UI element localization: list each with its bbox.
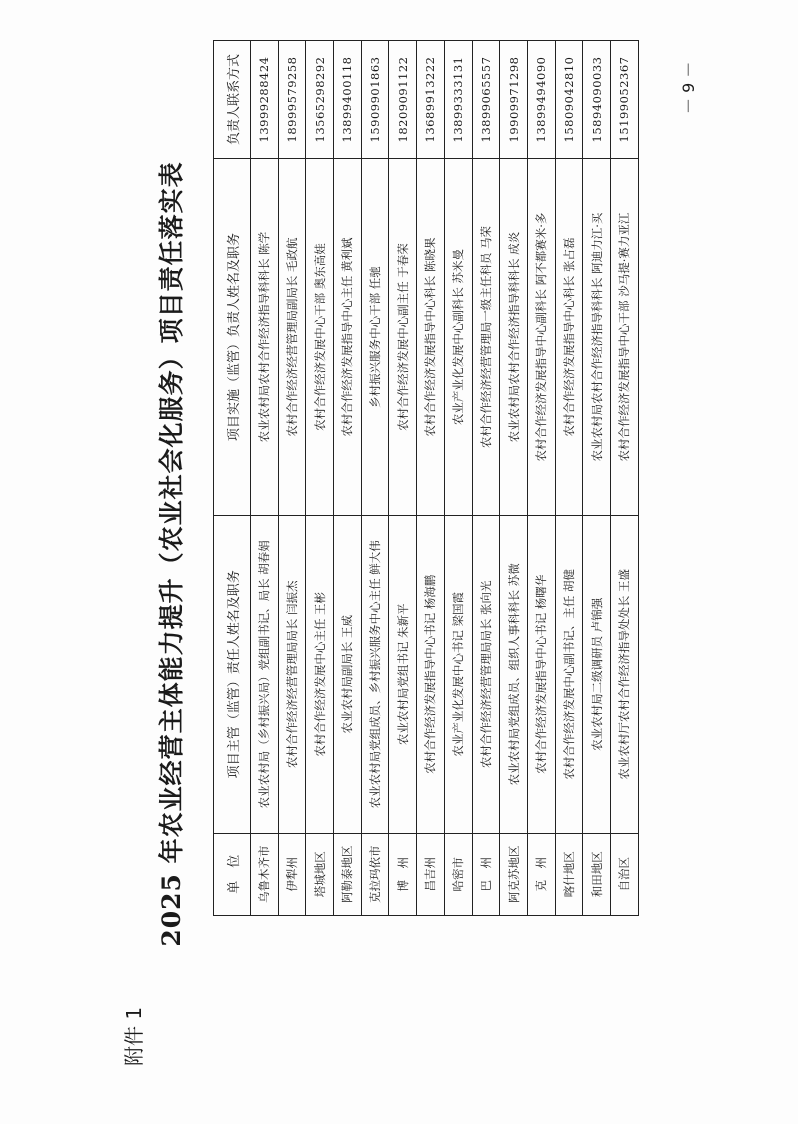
table-row — [361, 41, 389, 916]
cell-contact: 13899494090 — [527, 41, 555, 159]
attachment-label: 附件 1 — [122, 1006, 146, 1066]
cell-implementer: 乡村振兴服务中心干部 任驰 — [361, 159, 389, 516]
table-row — [610, 41, 638, 916]
cell-supervisor: 农业农村局党组书记 朱新平 — [389, 516, 417, 833]
cell-implementer: 农村合作经济发展指导中心科长 陈晓果 — [417, 159, 445, 516]
cell-supervisor: 农村合作经济经营管理局局长 闫振杰 — [278, 516, 306, 833]
cell-supervisor: 农业农村局副局长 王威 — [334, 516, 362, 833]
cell-unit: 和田地区 — [583, 833, 611, 915]
cell-contact: 13899400118 — [334, 41, 362, 159]
cell-contact: 15199052367 — [610, 41, 638, 159]
cell-implementer: 农业农村局农村合作经济指导科科长 成炎 — [500, 159, 528, 516]
table-header-row — [214, 41, 251, 916]
table-row — [278, 41, 306, 916]
header-supervisor: 项目主管（监管）责任人姓名及职务 — [214, 516, 251, 833]
cell-unit: 阿克苏地区 — [500, 833, 528, 915]
cell-unit: 乌鲁木齐市 — [251, 833, 279, 915]
cell-contact: 19909971298 — [500, 41, 528, 159]
table-row — [555, 41, 583, 916]
cell-unit: 克拉玛依市 — [361, 833, 389, 915]
cell-supervisor: 农业农村局党组成员、组织人事科科长 苏微 — [500, 516, 528, 833]
cell-supervisor: 农村合作经济发展指导中心书记 杨曙华 — [527, 516, 555, 833]
cell-unit: 塔城地区 — [306, 833, 334, 915]
cell-implementer: 农村合作经济发展中心干部 奥东高娃 — [306, 159, 334, 516]
cell-implementer: 农村合作经济发展指导中心干部 沙马提·赛力亚江 — [610, 159, 638, 516]
table-row — [334, 41, 362, 916]
cell-contact: 13899333131 — [444, 41, 472, 159]
cell-supervisor: 农业农村局二级调研员 卢锦强 — [583, 516, 611, 833]
cell-implementer: 农村合作经济发展指导中心科长 张占磊 — [555, 159, 583, 516]
responsibility-table — [213, 40, 639, 916]
cell-implementer: 农村合作经济发展指导中心主任 黄利斌 — [334, 159, 362, 516]
table-row — [389, 41, 417, 916]
table-row — [306, 41, 334, 916]
cell-supervisor: 农村合作经济发展中心主任 王彬 — [306, 516, 334, 833]
cell-supervisor: 农村合作经济经营管理局局长 张向光 — [472, 516, 500, 833]
cell-implementer: 农业农村局农村合作经济指导科科长 阿迪力江·买 — [583, 159, 611, 516]
table-row — [472, 41, 500, 916]
cell-supervisor: 农业农村局党组成员、乡村振兴服务中心主任 鲜大伟 — [361, 516, 389, 833]
cell-supervisor: 农业产业化发展中心书记 梁国霞 — [444, 516, 472, 833]
cell-supervisor: 农村合作经济发展指导中心书记 杨海鹏 — [417, 516, 445, 833]
cell-unit: 哈密市 — [444, 833, 472, 915]
cell-implementer: 农业产业化发展中心副科长 苏米曼 — [444, 159, 472, 516]
table-body — [251, 41, 639, 916]
cell-contact: 15894090033 — [583, 41, 611, 159]
table-row — [444, 41, 472, 916]
cell-contact: 13899065557 — [472, 41, 500, 159]
cell-contact: 13565298292 — [306, 41, 334, 159]
table-row — [500, 41, 528, 916]
cell-contact: 15909901863 — [361, 41, 389, 159]
cell-unit: 阿勒泰地区 — [334, 833, 362, 915]
table-row — [417, 41, 445, 916]
cell-contact: 13689913222 — [417, 41, 445, 159]
cell-contact: 18999579258 — [278, 41, 306, 159]
cell-supervisor: 农村合作经济发展中心副书记、主任 胡健 — [555, 516, 583, 833]
cell-supervisor: 农业农村厅农村合作经济指导处处长 王盛 — [610, 516, 638, 833]
cell-contact: 13999288424 — [251, 41, 279, 159]
cell-unit: 昌吉州 — [417, 833, 445, 915]
cell-unit: 自治区 — [610, 833, 638, 915]
cell-implementer: 农村合作经济发展指导中心副科长 阿不都赛米·多 — [527, 159, 555, 516]
cell-implementer: 农村合作经济经营管理局副局长 毛政航 — [278, 159, 306, 516]
cell-unit: 巴 州 — [472, 833, 500, 915]
cell-unit: 伊犁州 — [278, 833, 306, 915]
cell-unit: 博 州 — [389, 833, 417, 915]
cell-unit: 喀什地区 — [555, 833, 583, 915]
cell-implementer: 农村合作经济经营管理局一级主任科员 马荣 — [472, 159, 500, 516]
cell-contact: 15809042810 — [555, 41, 583, 159]
header-contact: 负责人联系方式 — [214, 41, 251, 159]
header-unit: 单 位 — [214, 833, 251, 915]
cell-unit: 克 州 — [527, 833, 555, 915]
table-row — [251, 41, 279, 916]
table-row — [583, 41, 611, 916]
cell-supervisor: 农业农村局（乡村振兴局）党组副书记、局长 胡春娟 — [251, 516, 279, 833]
page-number: － 9 － — [679, 61, 698, 114]
cell-implementer: 农业农村局农村合作经济指导科科长 陈学 — [251, 159, 279, 516]
table-row — [527, 41, 555, 916]
cell-implementer: 农村合作经济发展中心副主任 于春荣 — [389, 159, 417, 516]
cell-contact: 18209091122 — [389, 41, 417, 159]
document-title: 2025 年农业经营主体能力提升（农业社会化服务）项目责任落实表 — [157, 161, 186, 947]
header-implementer: 项目实施（监管）负责人姓名及职务 — [214, 159, 251, 516]
